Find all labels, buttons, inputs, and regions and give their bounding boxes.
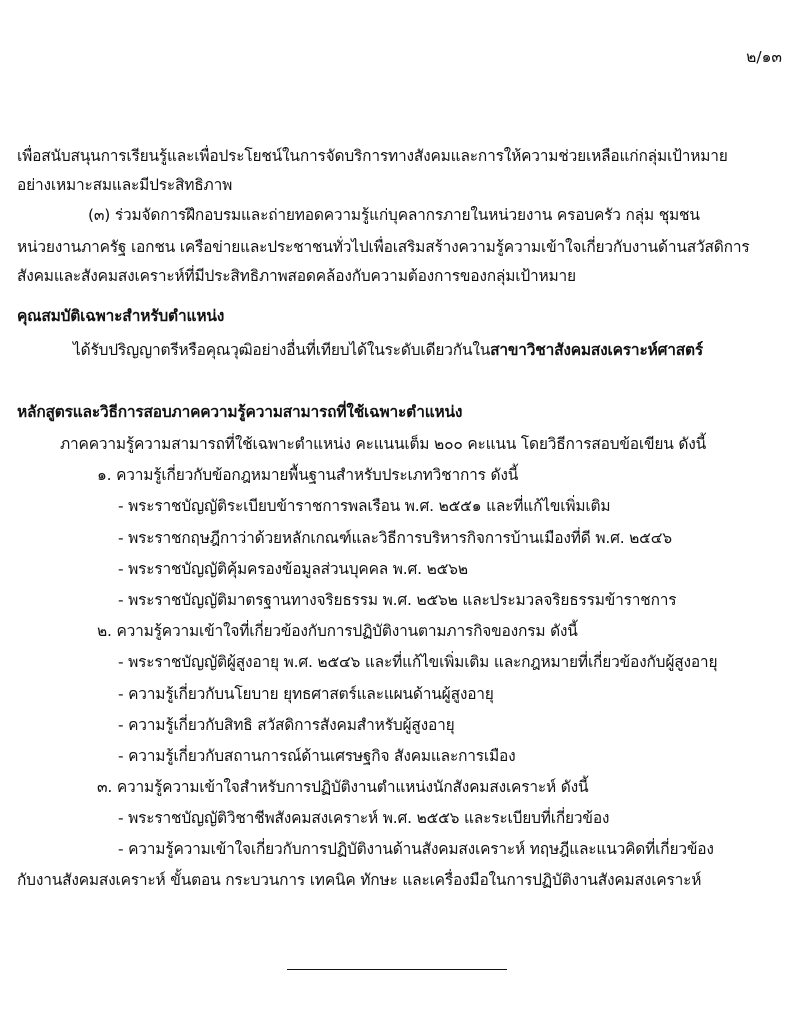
section-1-item-3: - พระราชบัญญัติคุ้มครองข้อมูลส่วนบุคคล พ.ศ. ๒๕๖๒ <box>118 560 468 578</box>
section-3-continuation: กับงานสังคมสงเคราะห์ ขั้นตอน กระบวนการ เทคนิค ทักษะ และเครื่องมือในการปฏิบัติงานสังคมสงเคราะห์ <box>17 871 702 889</box>
section-2-title: ๒. ความรู้ความเข้าใจที่เกี่ยวข้องกับการปฏิบัติงานตามภารกิจของกรม ดังนี้ <box>97 622 578 640</box>
section-1-item-1: - พระราชบัญญัติระเบียบข้าราชการพลเรือน พ.ศ. ๒๕๕๑ และที่แก้ไขเพิ่มเติม <box>118 497 611 515</box>
qualification-text-regular: ได้รับปริญญาตรีหรือคุณวุฒิอย่างอื่นที่เทียบได้ในระดับเดียวกันใน <box>73 341 491 359</box>
section-2-item-2: - ความรู้เกี่ยวกับนโยบาย ยุทธศาสตร์และแผนด้านผู้สูงอายุ <box>118 685 494 703</box>
section-2-item-1: - พระราชบัญญัติผู้สูงอายุ พ.ศ. ๒๕๔๖ และที่แก้ไขเพิ่มเติม และกฎหมายที่เกี่ยวข้องกับผู้สูงอายุ <box>118 653 718 671</box>
curriculum-intro: ภาคความรู้ความสามารถที่ใช้เฉพาะตำแหน่ง คะแนนเต็ม ๒๐๐ คะแนน โดยวิธีการสอบข้อเขียน ดังนี้ <box>60 435 707 453</box>
section-1-title: ๑. ความรู้เกี่ยวกับข้อกฎหมายพื้นฐานสำหรับประเภทวิชาการ ดังนี้ <box>97 466 519 484</box>
qualification-text-bold: สาขาวิชาสังคมสงเคราะห์ศาสตร์ <box>490 341 703 359</box>
page-number: ๒/๑๓ <box>746 48 782 66</box>
item-3-line-3: สังคมและสังคมสงเคราะห์ที่มีประสิทธิภาพสอดคล้องกับความต้องการของกลุ่มเป้าหมาย <box>17 267 576 285</box>
paragraph-intro-line-1: เพื่อสนับสนุนการเรียนรู้และเพื่อประโยชน์ในการจัดบริการทางสังคมและการให้ความช่วยเหลือแก่กลุ่มเป้าหมาย <box>17 147 728 165</box>
section-2-item-4: - ความรู้เกี่ยวกับสถานการณ์ด้านเศรษฐกิจ สังคมและการเมือง <box>118 747 516 765</box>
end-of-content-rule <box>287 969 507 970</box>
section-1-item-4: - พระราชบัญญัติมาตรฐานทางจริยธรรม พ.ศ. ๒๕๖๒ และประมวลจริยธรรมข้าราชการ <box>118 591 677 609</box>
curriculum-heading: หลักสูตรและวิธีการสอบภาคความรู้ความสามารถที่ใช้เฉพาะตำแหน่ง <box>17 403 463 421</box>
item-3-line-2: หน่วยงานภาครัฐ เอกชน เครือข่ายและประชาชนทั่วไปเพื่อเสริมสร้างความรู้ความเข้าใจเกี่ยวกับงานด้านสวัสดิการ <box>17 238 750 256</box>
section-3-item-1: - พระราชบัญญัติวิชาชีพสังคมสงเคราะห์ พ.ศ. ๒๕๕๖ และระเบียบที่เกี่ยวข้อง <box>118 809 610 827</box>
section-3-item-2: - ความรู้ความเข้าใจเกี่ยวกับการปฏิบัติงานด้านสังคมสงเคราะห์ ทฤษฎีและแนวคิดที่เกี่ยวข้อง <box>118 840 714 858</box>
section-3-title: ๓. ความรู้ความเข้าใจสำหรับการปฏิบัติงานตำแหน่งนักสังคมสงเคราะห์ ดังนี้ <box>97 778 589 796</box>
qualification-heading: คุณสมบัติเฉพาะสำหรับตำแหน่ง <box>17 307 225 325</box>
section-1-item-2: - พระราชกฤษฎีกาว่าด้วยหลักเกณฑ์และวิธีการบริหารกิจการบ้านเมืองที่ดี พ.ศ. ๒๕๔๖ <box>118 529 672 547</box>
paragraph-intro-line-2: อย่างเหมาะสมและมีประสิทธิภาพ <box>17 176 233 194</box>
item-3-line-1: (๓) ร่วมจัดการฝึกอบรมและถ่ายทอดความรู้แก่บุคลากรภายในหน่วยงาน ครอบครัว กลุ่ม ชุมชน <box>88 206 700 224</box>
qualification-text <box>73 339 703 361</box>
section-2-item-3: - ความรู้เกี่ยวกับสิทธิ สวัสดิการสังคมสำหรับผู้สูงอายุ <box>118 716 455 734</box>
